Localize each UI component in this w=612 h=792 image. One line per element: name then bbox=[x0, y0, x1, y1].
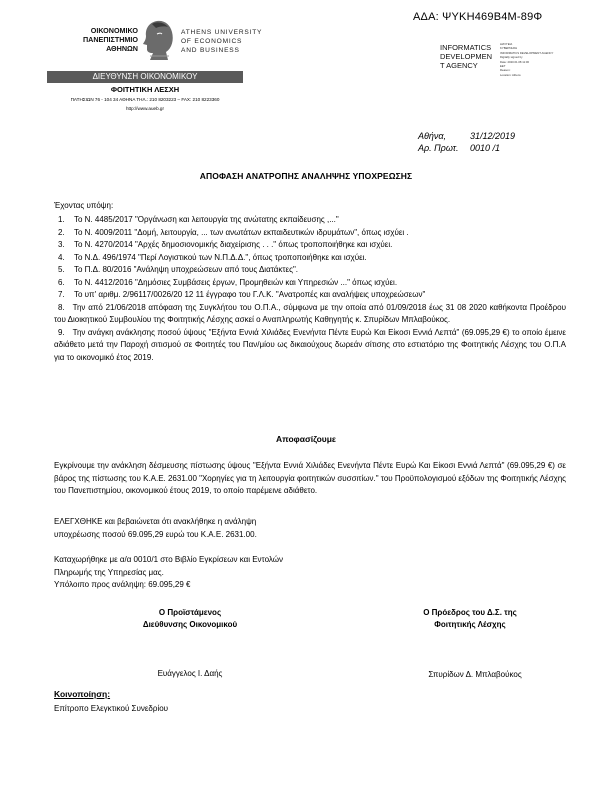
list-item bbox=[54, 227, 566, 240]
notification-heading: Κοινοποίηση: bbox=[54, 689, 111, 699]
ledger-line: Πληρωμής της Υπηρεσίας μας. bbox=[54, 567, 164, 577]
athena-head-logo-icon bbox=[138, 16, 180, 64]
ledger-note bbox=[54, 554, 394, 592]
list-item bbox=[54, 264, 566, 277]
signatory-line: Φοιτητικής Λέσχης bbox=[434, 620, 506, 629]
agency-line: T AGENCY bbox=[440, 61, 478, 70]
city-label: Αθήνα, bbox=[418, 131, 447, 141]
item-number: 6. bbox=[58, 277, 65, 287]
item-text: Το Π.Δ. 80/2016 "Ανάληψη υποχρεώσεων από τους Διατάκτες". bbox=[74, 265, 299, 274]
list-item bbox=[54, 327, 566, 365]
list-item bbox=[54, 302, 566, 327]
item-text: Το Ν. 4009/2011 "Δομή, λειτουργία, ... των ανωτάτων εκπαιδευτικών ιδρυμάτων", όπως ισχύει . bbox=[74, 227, 409, 237]
list-item bbox=[54, 239, 566, 252]
item-text: Την ανάγκη ανάκλησης ποσού ύψους "Εξήντα Εννιά Χιλιάδες Ενενήντα Πέντε Ευρώ Και Είκοσι Εννιά Λεπτά" (69.095,29 €) το οποίο έμεινε αδιάθετο μετά την Παροχή σιτισμού σε Φοιτητές του Παν/μίου ως δικαιούχους δωρεάν σίτισης στο εστιατόριο της Φοιτητικής Λέσχης του Ο.Π.Α για το οικονομικό έτος 2019. bbox=[54, 327, 566, 362]
protocol-number: 0010 /1 bbox=[470, 143, 501, 153]
right-signatory-name: Σπυρίδων Δ. Μπλαβούκος bbox=[428, 670, 522, 679]
university-name-greek bbox=[56, 26, 138, 53]
sig-detail-line: Date: 2020.01.08 11:00 bbox=[500, 59, 530, 64]
university-name-english bbox=[181, 28, 262, 55]
signatory-line: Διεύθυνσης Οικονομικού bbox=[142, 620, 238, 629]
item-number: 8. bbox=[58, 302, 65, 312]
verification-note bbox=[54, 516, 354, 541]
item-number: 3. bbox=[58, 240, 65, 249]
considerations-list bbox=[54, 214, 566, 364]
signatory-line: Ο Πρόεδρος του Δ.Σ. της bbox=[423, 608, 517, 617]
item-text: Το Ν.Δ. 496/1974 "Περί Λογιστικού των Ν.Π.Δ.Δ.", όπως τροποποιήθηκε και ισχύει. bbox=[74, 252, 367, 262]
list-item bbox=[54, 252, 566, 265]
ledger-line: Υπόλοιπο προς ανάληψη: 69.095,29 € bbox=[54, 580, 191, 589]
website-url: http://www.aueb.gr bbox=[125, 106, 165, 111]
notification-recipient: Επίτροπο Ελεγκτικού Συνεδρίου bbox=[54, 704, 169, 713]
verification-line: υποχρέωσης ποσού 69.095,29 ευρώ του Κ.Α.Ε. 2631.00. bbox=[54, 529, 257, 539]
protocol-label: Αρ. Πρωτ. bbox=[418, 143, 459, 153]
document-title: ΑΠΟΦΑΣΗ ΑΝΑΤΡΟΠΗΣ ΑΝΑΛΗΨΗΣ ΥΠΟΧΡΕΩΣΗΣ bbox=[199, 171, 413, 181]
item-text: Το Ν. 4412/2016 "Δημόσιες Συμβάσεις έργων, Προμηθειών και Υπηρεσιών ..." όπως ισχύει. bbox=[74, 277, 398, 287]
approval-paragraph: Εγκρίνουμε την ανάκληση δέσμευσης πίστωσης ύψους "Εξήντα Εννιά Χιλιάδες Ενενήντα Πέντε Ευρώ Και Είκοσι Εννιά Λεπτά" (69.095,29 €) σε βάρος της πίστωσης του Κ.Α.Ε. 2631.00 "Χορηγίες για τη λειτουργία φοιτητικών συσσιτίων." του Προϋπολογισμού εξόδων της Φοιτητικής Λέσχης του Πανεπιστημίου, οικονομικού έτους 2019, το οποίο παρέμεινε αδιάθετο. bbox=[54, 461, 567, 495]
decision-heading: Αποφασίζουμε bbox=[276, 434, 336, 444]
logo-en-line: OF ECONOMICS bbox=[181, 38, 243, 45]
sig-detail-line: Location: Athens bbox=[500, 72, 521, 77]
item-number: 1. bbox=[58, 215, 65, 224]
sig-detail-line: INFORMATICS DEVELOPMENT AGENCY bbox=[500, 50, 554, 55]
sig-detail-line: ΚΥΒΕΡΝΗΣΗ bbox=[500, 46, 518, 51]
left-signatory-name: Ευάγγελος Ι. Δαής bbox=[157, 669, 223, 678]
item-number: 7. bbox=[58, 290, 65, 299]
logo-gr-line: ΑΘΗΝΩΝ bbox=[106, 44, 138, 53]
unit-name: ΦΟΙΤΗΤΙΚΗ ΛΕΣΧΗ bbox=[110, 85, 180, 94]
item-text: Το υπ' αριθμ. 2/96117/0026/20 12 11 έγγραφο του Γ.Λ.Κ. "Ανατροπές και αναλήψεις υποχρεώσεων" bbox=[74, 290, 426, 299]
agency-line: DEVELOPMEN bbox=[440, 52, 493, 61]
list-item bbox=[54, 277, 566, 290]
address-line: ΠΑΤΗΣΙΩΝ 76 - 104 34 ΑΘΗΝΑ ΤΗΛ.: 210 8203223 – FAX: 210 8223360 bbox=[70, 97, 220, 102]
document-date: 31/12/2019 bbox=[470, 131, 516, 141]
signatory-line: Ο Προϊστάμενος bbox=[158, 608, 222, 617]
signature-agency-label bbox=[440, 43, 492, 70]
right-signatory-title bbox=[370, 607, 570, 631]
item-number: 4. bbox=[58, 252, 65, 262]
item-number: 9. bbox=[58, 327, 65, 337]
item-text: Το Ν. 4485/2017 "Οργάνωση και λειτουργία της ανώτατης εκπαίδευσης ,..." bbox=[74, 215, 339, 224]
item-number: 2. bbox=[58, 227, 65, 237]
logo-gr-line: ΠΑΝΕΠΙΣΤΗΜΙΟ bbox=[82, 35, 138, 44]
sig-detail-line: ΔΙΑΥΓΕΙΑ bbox=[500, 42, 513, 46]
sig-detail-line: EET bbox=[500, 64, 506, 69]
item-text: Το Ν. 4270/2014 "Αρχές δημοσιονομικής διαχείρισης . . ." όπως τροποποιήθηκε και ισχύει. bbox=[74, 240, 393, 249]
date-protocol-block bbox=[418, 130, 515, 154]
verification-line: ΕΛΕΓΧΘΗΚΕ και βεβαιώνεται ότι ανακλήθηκε η ανάληψη bbox=[54, 517, 257, 526]
sig-detail-line: Reason: bbox=[500, 68, 511, 73]
item-number: 5. bbox=[58, 265, 65, 274]
considerations-intro: Έχοντας υπόψη: bbox=[54, 201, 114, 210]
list-item bbox=[54, 289, 566, 302]
ada-code: ΑΔΑ: ΨΥΚΗ469Β4Μ-89Φ bbox=[413, 11, 543, 23]
ledger-line: Καταχωρήθηκε με α/α 0010/1 στο Βιβλίο Εγκρίσεων και Εντολών bbox=[54, 555, 284, 564]
item-text: Την από 21/06/2018 απόφαση της Συγκλήτου του Ο.Π.Α., σύμφωνα με την οποία από 01/09/2018 έως 31 08 2020 καθήκοντα Προέδρου του Διοικητικού Συμβουλίου της Φοιτητικής Λέσχης ασκεί ο Αναπληρωτής Καθηγητής κ. Σπυρίδων Μπλαβούκος. bbox=[54, 302, 566, 324]
logo-en-line: AND BUSINESS bbox=[181, 47, 240, 54]
sig-detail-line: Digitally signed by bbox=[500, 55, 523, 60]
logo-en-line: ATHENS UNIVERSITY bbox=[181, 29, 263, 36]
agency-line: INFORMATICS bbox=[440, 43, 492, 52]
digital-signature-details bbox=[500, 42, 588, 77]
logo-gr-line: ΟΙΚΟΝΟΜΙΚΟ bbox=[90, 26, 138, 35]
left-signatory-title bbox=[90, 607, 290, 631]
directorate-banner: ΔΙΕΥΘΥΝΣΗ ΟΙΚΟΝΟΜΙΚΟΥ bbox=[47, 71, 243, 83]
list-item bbox=[54, 214, 566, 227]
